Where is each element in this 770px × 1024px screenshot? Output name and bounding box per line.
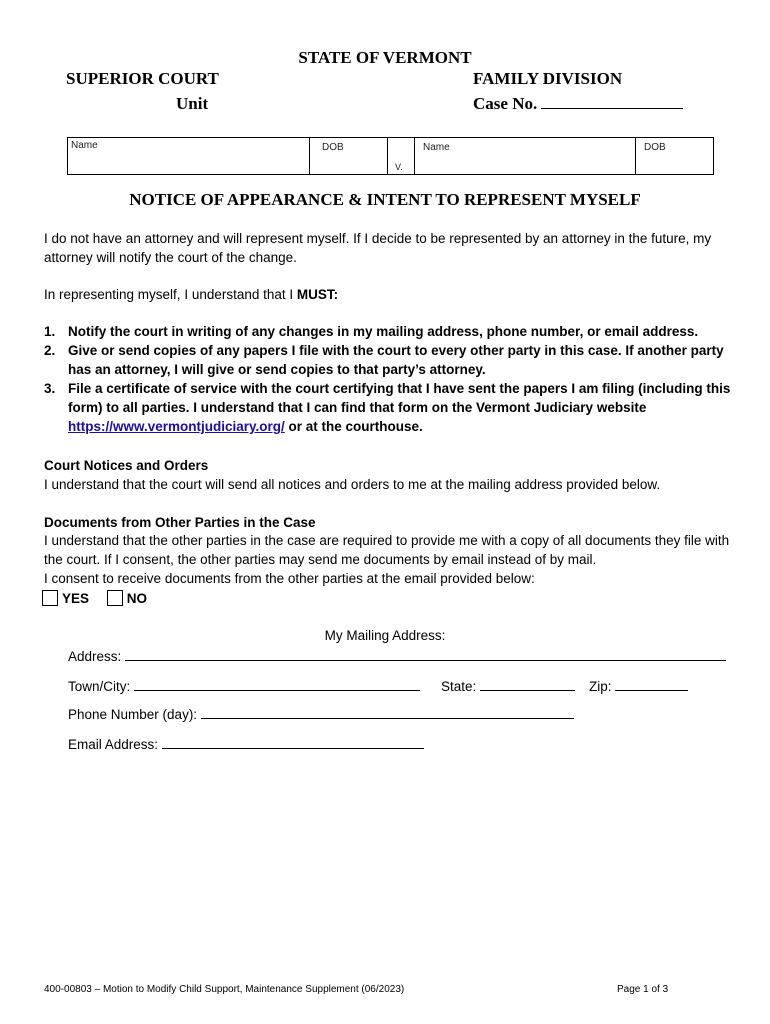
zip-label: Zip: xyxy=(589,679,612,694)
state-label: State: xyxy=(441,679,477,694)
town-field[interactable] xyxy=(68,678,420,694)
division-heading: FAMILY DIVISION xyxy=(473,69,623,88)
intro-paragraph: I do not have an attorney and will represent myself. If I decide to be represented by an attorney in the future, my attorney will notify the court of the change. xyxy=(44,231,712,265)
form-title: NOTICE OF APPEARANCE & INTENT TO REPRESENT MYSELF xyxy=(129,190,641,209)
party-name-right-cell[interactable] xyxy=(414,138,635,174)
versus-label: V. xyxy=(395,162,403,172)
form-number: 400-00803 – Motion to Modify Child Support, Maintenance Supplement (06/2023) xyxy=(44,984,405,995)
phone-line[interactable] xyxy=(201,706,574,719)
case-number-field[interactable] xyxy=(473,94,683,114)
list-item xyxy=(44,322,734,341)
list-item-text: Give or send copies of any papers I file with the court to every other party in this case. If another party has an attorney, I will give or send copies to that party’s attorney. xyxy=(68,343,724,377)
party-dob-left-cell[interactable] xyxy=(309,138,387,174)
phone-field[interactable] xyxy=(68,706,574,722)
unit-label: Unit xyxy=(176,94,209,113)
understand-must: MUST: xyxy=(296,287,339,302)
email-field[interactable] xyxy=(68,736,424,752)
understand-line xyxy=(44,285,734,304)
mailing-address-title: My Mailing Address: xyxy=(324,628,446,643)
zip-line[interactable] xyxy=(615,678,688,691)
address-label: Address: xyxy=(68,649,122,664)
documents-text: I understand that the other parties in the case are required to provide me with a copy of all documents they file with the court. If I consent, the other parties may send me documents by email instead of by mail. xyxy=(44,533,730,567)
list-item-number: 1. xyxy=(44,324,56,339)
no-label: NO xyxy=(126,590,148,606)
consent-no-option[interactable] xyxy=(107,590,147,606)
address-line[interactable] xyxy=(125,648,726,661)
state-field[interactable] xyxy=(441,678,575,694)
documents-heading: Documents from Other Parties in the Case xyxy=(44,515,316,530)
list-item-text: Notify the court in writing of any changes in my mailing address, phone number, or email address. xyxy=(68,324,699,339)
list-item-number: 3. xyxy=(44,381,56,396)
list-item-number: 2. xyxy=(44,343,56,358)
court-notices-text: I understand that the court will send all notices and orders to me at the mailing address provided below. xyxy=(44,477,661,492)
party-name-left-label: Name xyxy=(71,140,98,151)
list-item-suffix: or at the courthouse. xyxy=(284,419,423,434)
email-label: Email Address: xyxy=(68,737,159,752)
party-dob-right-label: DOB xyxy=(644,142,666,153)
yes-checkbox[interactable] xyxy=(42,590,58,606)
parties-table xyxy=(67,137,714,175)
town-label: Town/City: xyxy=(68,679,131,694)
page-number: Page 1 of 3 xyxy=(617,984,669,995)
case-number-line xyxy=(541,94,683,109)
no-checkbox[interactable] xyxy=(107,590,123,606)
court-notices-heading: Court Notices and Orders xyxy=(44,458,209,473)
state-heading: STATE OF VERMONT xyxy=(298,48,472,67)
state-line[interactable] xyxy=(480,678,575,691)
versus-cell xyxy=(387,138,414,174)
consent-options xyxy=(42,590,161,609)
party-dob-right-cell[interactable] xyxy=(635,138,713,174)
list-item-text: File a certificate of service with the court certifying that I have sent the papers I am filing (including this form) to all parties. I understand that I can find that form on the Vermont Judiciary website xyxy=(68,381,731,415)
court-heading: SUPERIOR COURT xyxy=(66,69,219,88)
case-number-label: Case No. xyxy=(473,94,538,113)
list-item xyxy=(44,379,734,436)
town-line[interactable] xyxy=(134,678,420,691)
understand-prefix: In representing myself, I understand that I xyxy=(44,287,297,302)
yes-label: YES xyxy=(62,590,90,606)
address-field[interactable] xyxy=(68,648,726,664)
party-name-right-label: Name xyxy=(423,142,450,153)
list-item xyxy=(44,341,734,379)
party-dob-left-label: DOB xyxy=(322,142,344,153)
consent-yes-option[interactable] xyxy=(42,590,89,606)
consent-text: I consent to receive documents from the other parties at the email provided below: xyxy=(44,571,535,586)
judiciary-website-link[interactable]: https://www.vermontjudiciary.org/ xyxy=(68,419,285,434)
zip-field[interactable] xyxy=(589,678,688,694)
duties-list xyxy=(44,322,734,436)
phone-label: Phone Number (day): xyxy=(68,707,198,722)
email-line[interactable] xyxy=(162,736,424,749)
